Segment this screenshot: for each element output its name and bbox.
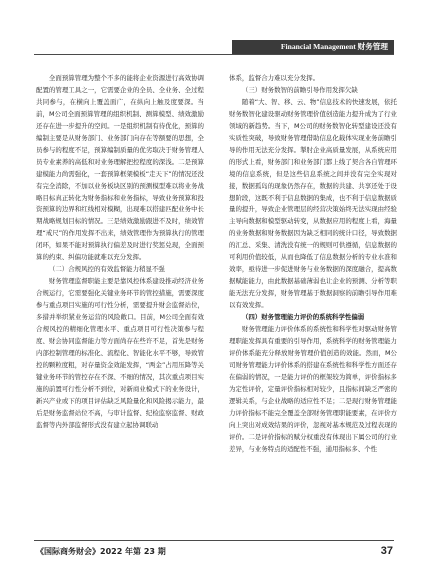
section-heading: （三）财务数智的前瞻引导作用发挥欠缺 [241, 85, 358, 94]
page-number: 37 [380, 545, 393, 557]
paragraph: 全面预算管理为整个不多的能将企业资源进行高效协调配置的管理工具之一，它需要企业的全员、全业务、全过程共同参与，在横向上覆盖面广，在纵向上触及度要深。当前，M公司全面预算管理的组织机制、测算模型、绩效激励还存在进一步提升的空间。一是组织机制有待优化，预算的编制主要是从财务部门、业务部门向存在等额要的思想，全员参与的程度不足，预算编制质量的优劣取决于财务管理人员专业素养的高低和对业务理解把控程度的深浅。二是预算建模能力尚需强化，一套预算框架模板“走天下”的情况还没有完全消除，不加以业务板块区别的预测模型难以将业务战略目标真正转化为财务指标和业务指标，导致业务预算和投资预算的边界和红线相对模糊，出现难以搭建匹配业务中长期战略规划目标的情况。三是绩效激励跟进不及时，绩效管理“戒尺”的作用发挥不出来，绩效管理作为预算执行的管理闭环，如果不能对预算执行偏差及时进行奖惩兑现，全面预算的约束、纠偏功能就难以充分发挥。 [36, 74, 204, 262]
paragraph: 随着“大、智、移、云、物”信息技术的快速发展，依托财务数智化建设驱动财务管理价值创造能力提升成为了行业领域的新趋势。当下，M公司的财务数智化转型建设还没有实质性突破，导致财务管理借助信息化载体实现业务前瞻引导的作用无法充分发挥。掣肘企业高质量发展，从系统应用的形式上看，财务部门和业务部门都上线了契合各自管理环境的信息系统，但是这些信息系统之间并没有完全实现对接，数据孤岛的现象仍然存在，数据的共建、共享还处于设想阶段，这既不利于信息数据的集成，也不利于信息数据质量的提升，导致企业管理层的经营决策始终无法实现由经验主导向数据和模型驱动转变，从数据应用的程度上看，海量的业务数据和财务数据因为缺乏相同的统计口径，导致数据的汇总、采集、清洗没有统一的规则可供遵循，信息数据的可利用价值较低，从而也降低了信息数据分析的专业水准和效率，亟待进一步促进财务与业务数据的深度融合，提高数据赋能能力，由此数据基础薄弱也让企业的预测、分析等职能无法充分发挥，财务管理基于数据洞察的前瞻引导作用难以有效发挥。 [229, 97, 397, 310]
right-text-column [229, 73, 397, 456]
journal-issue-label: 《国际商务财会》2022 年第 23 期 [36, 547, 166, 556]
journal-section-header: Financial Management 财务管理 [232, 40, 394, 54]
footer-divider [34, 540, 394, 541]
section-heading: （二）合规风控的有效监督能力稍显不强 [48, 265, 165, 274]
section-heading: （四）财务管理能力评价的系统科学性偏弱 [241, 313, 365, 322]
left-text-column [36, 73, 204, 432]
paragraph: 财务管理能力评价体系的系统性和科学性对驱动财务管理职能发挥具有重要的引导作用，系统科学的财务管理能力评价体系能充分释放财务管理价值创造的效能。然而，M公司财务管理能力评价体系的搭建在系统性和科学性方面还存在偏弱的情况，一是能力评价的框架较为简单，评价指标多为定性评价，定量评价指标相对较少，且指标间缺乏严密的逻辑关系，与企业战略的适应性不足；二是现行财务管理能力评价指标不能完全覆盖全部财务管理职能要素，在评价方向上突出对成效结果的评价，忽视对基本规范及过程表现的评价。二是评价指标的赋分权重没有体现出下属公司的行业差异，与业务特点的适配性不强，通用指标多、个性 [229, 325, 397, 453]
paragraph: 财务管理监督职能主要是靠风控体系建设推动经济业务合规运行，它需要强化关键业务环节的管控措施，需要深度参与重点项目实施的可行性分析，需要提升财会监督站位，多措并举织紧业务运营的风险敞口。目前，M公司全面有效合规风控的精细化管理水平、重点项目可行性决策参与程度、财会协同监督能力等方面尚存在些许不足，首先是财务内部控制管理的标准化、流程化、智能化水平不够，导致管控的颗粒度粗，对存量资金效能发挥，“两金”占用压降等关键业务环节的管控存在不深、不细的情况，其次重点项目实施的前置可行性分析不到位，对新商业模式下的业务设计，新兴产业或下的项目评估缺乏风险量化和风险揭示能力，最后是财务监督站位不高，与审计监督、纪检监察监督、财政监督等内外部监督形式没有建立起协调联动 [36, 277, 204, 429]
paragraph: 体系，监督合力难以充分发挥。 [229, 74, 320, 82]
header-divider [34, 54, 394, 55]
